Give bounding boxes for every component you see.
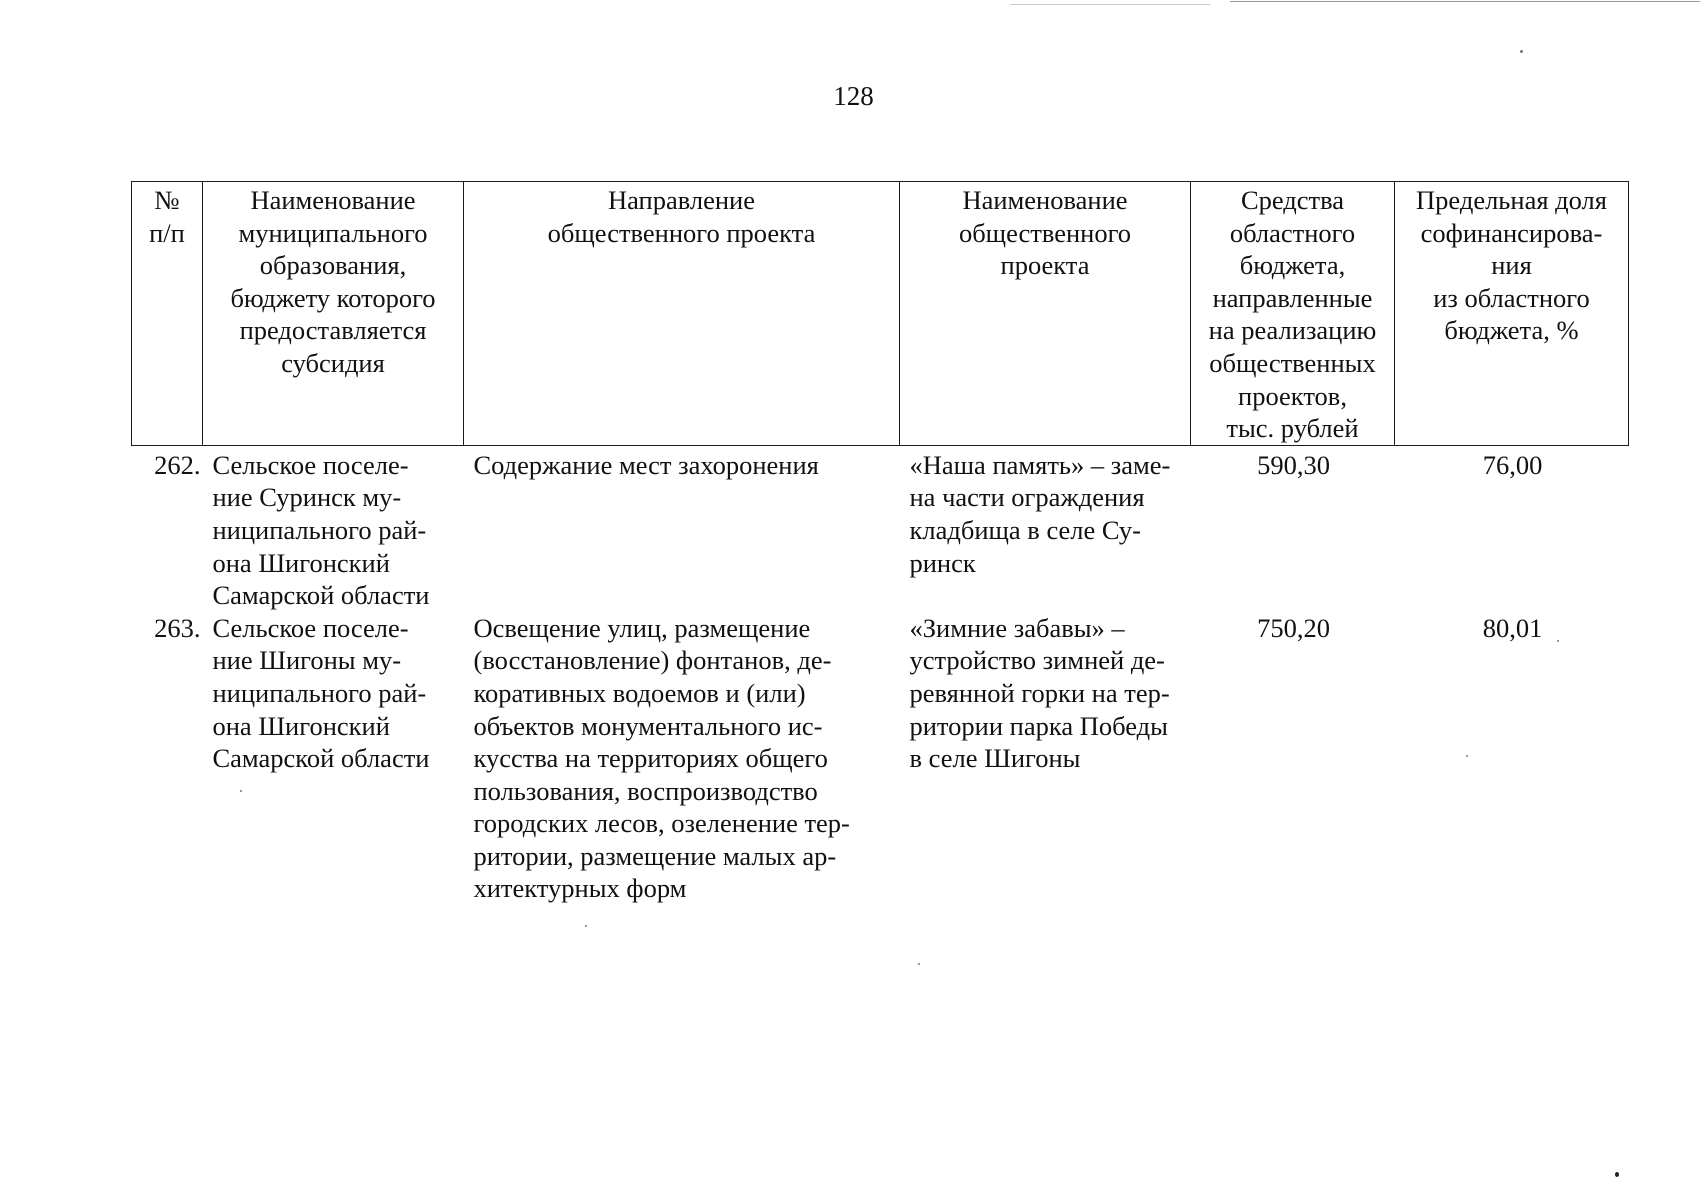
- row-direction: Освещение улиц, размещение (восстановление) фонтанов, де- коративных водоемов и (или) объектов монументального ис- кусства на территориях общего пользования, воспроизводство городских лесов, озеленение тер- ритории, размещение малых ар- хитектурных форм: [473, 612, 850, 904]
- row-municipality: Сельское поселе- ние Суринск му- ниципального рай- она Шигонский Самарской области: [212, 449, 430, 611]
- header-num: № п/п: [132, 182, 203, 446]
- row-direction: Содержание мест захоронения: [473, 449, 819, 480]
- table-row: [132, 445, 1629, 611]
- header-share: Предельная доля софинансирова- ния из областного бюджета, %: [1395, 182, 1629, 446]
- row-number: 263.: [154, 612, 201, 643]
- scan-speck: [918, 963, 920, 965]
- row-share: 76,00: [1482, 449, 1543, 480]
- table-header-row: [132, 182, 1629, 446]
- scan-speck: [1615, 1172, 1619, 1177]
- scan-speck: [1557, 640, 1559, 642]
- scan-speck: [1466, 755, 1468, 757]
- scan-speck: [585, 925, 587, 927]
- subsidy-table: [131, 181, 1629, 905]
- row-project: «Наша память» – заме- на части ограждения кладбища в селе Су- ринск: [909, 449, 1171, 578]
- row-funds: 750,20: [1257, 612, 1330, 643]
- scan-speck: [1520, 50, 1523, 53]
- row-project: «Зимние забавы» – устройство зимней де- ревянной горки на тер- ритории парка Победы в селе Шигоны: [909, 612, 1170, 774]
- page-number: 128: [833, 81, 874, 111]
- scan-speck: [240, 790, 242, 792]
- row-municipality: Сельское поселе- ние Шигоны му- ниципального рай- она Шигонский Самарской области: [212, 612, 430, 774]
- scan-edge-line: [1230, 1, 1700, 2]
- header-municipality: Наименование муниципального образования, бюджету которого предоставляется субсидия: [203, 182, 464, 446]
- row-share: 80,01: [1482, 612, 1543, 643]
- header-funds: Средства областного бюджета, направленные на реализацию общественных проектов, тыс. рублей: [1191, 182, 1395, 446]
- table-row: [132, 612, 1629, 905]
- header-project: Наименование общественного проекта: [900, 182, 1191, 446]
- scan-edge-line: [1010, 4, 1210, 5]
- row-number: 262.: [154, 449, 201, 480]
- row-funds: 590,30: [1257, 449, 1330, 480]
- header-direction: Направление общественного проекта: [464, 182, 900, 446]
